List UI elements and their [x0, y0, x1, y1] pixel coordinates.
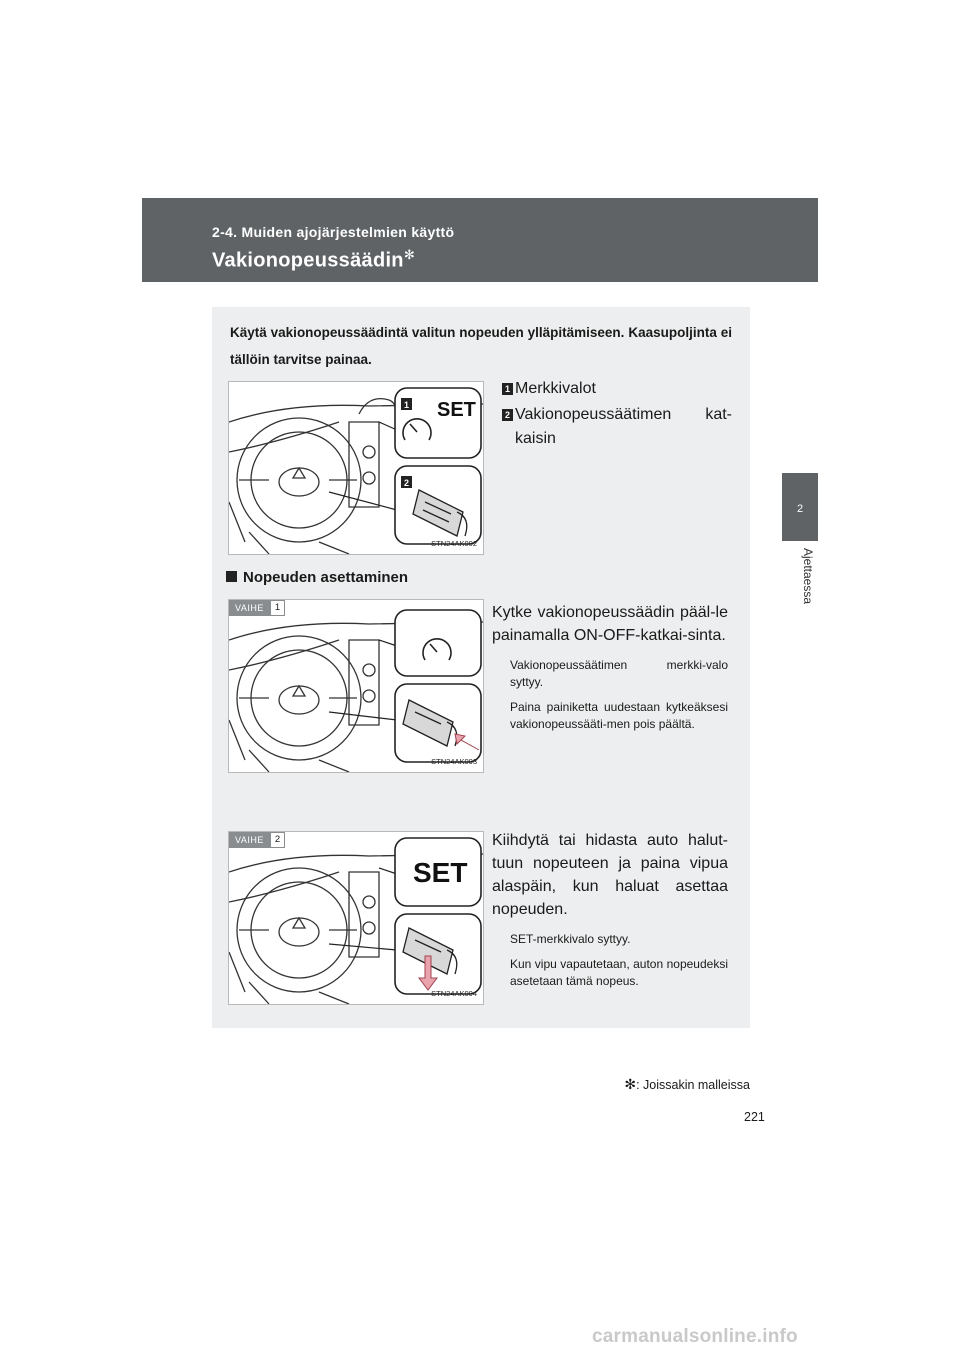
- subheading-text: Nopeuden asettaminen: [243, 569, 409, 586]
- step1-text: [492, 601, 728, 733]
- step-note: Paina painiketta uudestaan kytkeäksesi vakionopeussääti-men pois päältä.: [510, 700, 728, 731]
- callout-item: [502, 377, 732, 401]
- figure-badge-1: 1: [404, 400, 410, 410]
- asterisk-mark: ✻: [624, 1076, 637, 1092]
- callout-lines: [329, 422, 397, 510]
- dashboard-illustration: [229, 832, 483, 1004]
- callout-badge: 1: [502, 383, 513, 395]
- step-instruction: Kytke vakionopeussäädin pääl-le painamalla ON-OFF-katkai-sinta.: [492, 604, 728, 644]
- page-number: 221: [744, 1110, 765, 1124]
- figure-code: STN24AK003: [431, 757, 477, 766]
- callout-text: Vakionopeussäätimen kat-kaisin: [515, 406, 732, 447]
- page-title-text: Vakionopeussäädin: [212, 249, 404, 272]
- subheading: [226, 569, 408, 586]
- chapter-tab-number: 2: [796, 503, 804, 515]
- intro-text: Käytä vakionopeussäädintä valitun nopeuden ylläpitämiseen. Kaasupoljinta ei tällöin tarvitse painaa.: [230, 325, 732, 367]
- step2-text: [492, 829, 728, 990]
- callout-text: Merkkivalot: [515, 380, 596, 397]
- set-indicator: SET: [437, 399, 476, 421]
- overview-figure: [228, 381, 484, 555]
- step-tag-number: 2: [270, 832, 285, 848]
- callout-item: [502, 403, 732, 451]
- callout-badge: 2: [502, 409, 513, 421]
- step2-figure: [228, 831, 484, 1005]
- step-tag-label: VAIHE: [229, 600, 270, 616]
- footnote-text: : Joissakin malleissa: [636, 1078, 750, 1092]
- figure-code: STN24AK004: [431, 989, 477, 998]
- step-instruction: Kiihdytä tai hidasta auto halut-tuun nopeuteen ja paina vipua alaspäin, kun haluat asettaa nopeuden.: [492, 832, 728, 918]
- watermark: carmanualsonline.info: [592, 1326, 798, 1347]
- step-note: Kun vipu vapautetaan, auton nopeudeksi asetetaan tämä nopeus.: [510, 957, 728, 988]
- chapter-tab: [782, 473, 818, 541]
- square-bullet-icon: [226, 571, 237, 582]
- step-tag-number: 1: [270, 600, 285, 616]
- content-panel: [212, 307, 750, 1028]
- page-title: [212, 247, 415, 273]
- set-indicator: SET: [413, 857, 468, 888]
- step1-figure: [228, 599, 484, 773]
- asterisk-mark: ✻: [403, 247, 416, 262]
- dashboard-illustration: [229, 600, 483, 772]
- step-tag-label: VAIHE: [229, 832, 270, 848]
- step-tag: [229, 832, 285, 848]
- step-tag: [229, 600, 285, 616]
- section-title: 2-4. Muiden ajojärjestelmien käyttö: [212, 224, 455, 240]
- dashboard-illustration: [229, 382, 483, 554]
- callout-list: [502, 377, 732, 451]
- step-note: Vakionopeussäätimen merkki-valo syttyy.: [510, 658, 728, 689]
- figure-code: STN24AK002: [431, 539, 477, 548]
- chapter-header: [142, 198, 818, 282]
- figure-badge-2: 2: [404, 478, 410, 488]
- footnote: [614, 1076, 750, 1093]
- chapter-tab-label: Ajettaessa: [801, 548, 815, 605]
- step-note: SET-merkkivalo syttyy.: [510, 932, 631, 946]
